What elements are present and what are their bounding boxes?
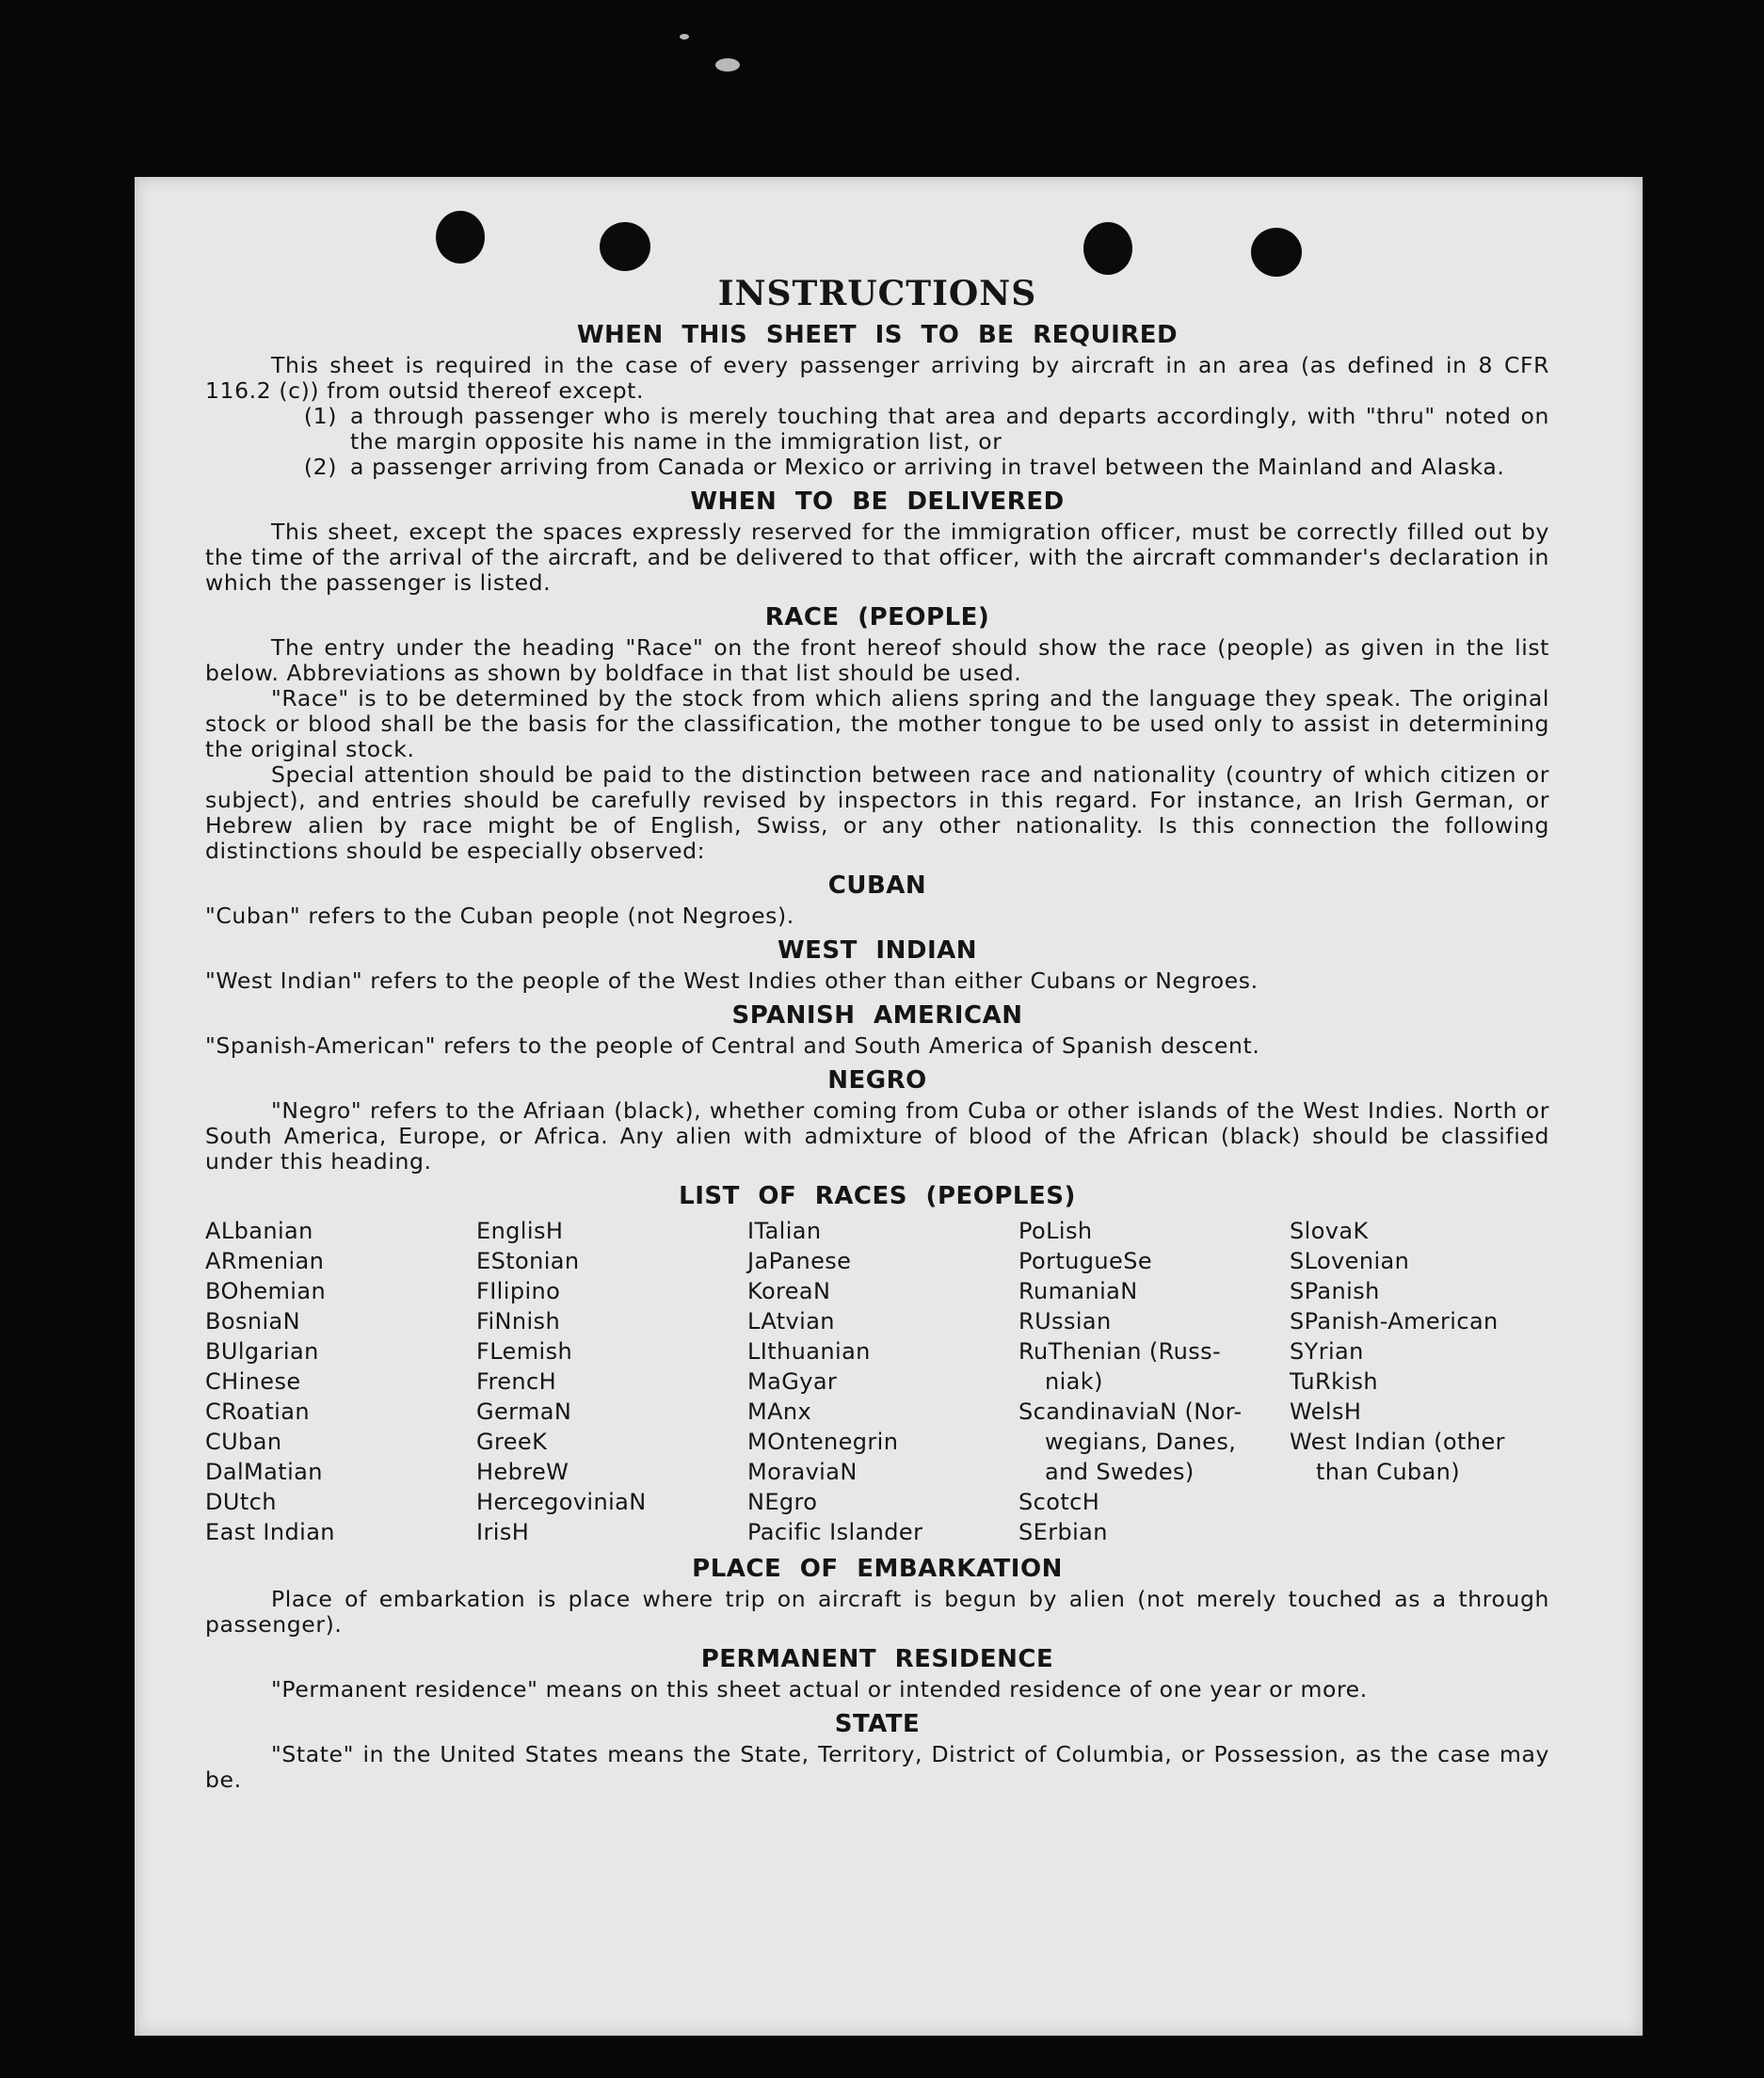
race-entry: CHinese bbox=[205, 1368, 301, 1395]
section-heading-spanish-american: SPANISH AMERICAN bbox=[731, 1001, 1023, 1030]
race-entry-continued: than Cuban) bbox=[1316, 1459, 1461, 1485]
race-entry: WelsH bbox=[1290, 1399, 1362, 1425]
section-heading-delivered: WHEN TO BE DELIVERED bbox=[690, 488, 1065, 516]
section-heading-state: STATE bbox=[834, 1710, 921, 1738]
race-entry: East Indian bbox=[205, 1519, 335, 1545]
race-entry: SLovenian bbox=[1290, 1248, 1410, 1274]
race-entry: ARmenian bbox=[205, 1248, 325, 1274]
section-heading-race: RACE (PEOPLE) bbox=[764, 603, 990, 631]
section-heading-races-list: LIST OF RACES (PEOPLES) bbox=[679, 1182, 1076, 1210]
instruction-sheet bbox=[135, 177, 1643, 2036]
races-column-5 bbox=[1290, 1216, 1544, 1547]
race-entry: HebreW bbox=[476, 1459, 569, 1485]
race-entry: ScotcH bbox=[1018, 1489, 1100, 1515]
race-entry: SlovaK bbox=[1290, 1218, 1369, 1244]
race-entry: KoreaN bbox=[747, 1278, 831, 1304]
race-entry: GermaN bbox=[476, 1399, 572, 1425]
section-heading-embarkation: PLACE OF EMBARKATION bbox=[692, 1555, 1063, 1583]
race-entry: GreeK bbox=[476, 1429, 548, 1455]
spanish-american-definition: "Spanish-American" refers to the people of Central and South America of Spanish descent. bbox=[205, 1032, 1260, 1059]
race-entry: RUssian bbox=[1018, 1308, 1112, 1335]
race-entry: Pacific Islander bbox=[747, 1519, 923, 1545]
race-entry: JaPanese bbox=[747, 1248, 852, 1274]
race-paragraph-2: "Race" is to be determined by the stock from which aliens spring and the language they speak. The original stock or blood shall be the basis for the classification, the mother tongue to be used only to assist in determining the original stock. bbox=[205, 685, 1549, 762]
race-entry: PortugueSe bbox=[1018, 1248, 1152, 1274]
race-entry: DalMatian bbox=[205, 1459, 323, 1485]
negro-definition: "Negro" refers to the Afriaan (black), whether coming from Cuba or other islands of the West Indies. North or South America, Europe, or Africa. Any alien with admixture of blood of the African (black) should be classified under this heading. bbox=[205, 1097, 1549, 1175]
race-entry: SYrian bbox=[1290, 1338, 1364, 1365]
sheet-content bbox=[205, 274, 1549, 1793]
film-speck bbox=[715, 58, 740, 72]
race-entry-continued: wegians, Danes, bbox=[1045, 1429, 1237, 1455]
race-entry: DUtch bbox=[205, 1489, 277, 1515]
race-entry: PoLish bbox=[1018, 1218, 1093, 1244]
embarkation-definition: Place of embarkation is place where trip on aircraft is begun by alien (not merely touched as a through passenger). bbox=[205, 1586, 1549, 1638]
race-entry: FrencH bbox=[476, 1368, 557, 1395]
exception-number: (1) bbox=[303, 403, 337, 429]
punch-hole bbox=[436, 211, 485, 264]
residence-definition: "Permanent residence" means on this sheet actual or intended residence of one year or more. bbox=[271, 1676, 1368, 1702]
delivered-paragraph: This sheet, except the spaces expressly reserved for the immigration officer, must be correctly filled out by the time of the arrival of the aircraft, and be delivered to that officer, with the aircraft commander's declaration in which the passenger is listed. bbox=[205, 519, 1549, 596]
section-heading-cuban: CUBAN bbox=[827, 871, 927, 900]
races-list bbox=[205, 1216, 1549, 1547]
race-entry: ScandinaviaN (Nor- bbox=[1018, 1399, 1243, 1425]
race-entry: RumaniaN bbox=[1018, 1278, 1138, 1304]
section-heading-negro: NEGRO bbox=[827, 1066, 927, 1095]
race-entry: SPanish bbox=[1290, 1278, 1380, 1304]
race-entry: RuThenian (Russ- bbox=[1018, 1338, 1222, 1365]
required-paragraph: This sheet is required in the case of every passenger arriving by aircraft in an area (as defined in 8 CFR 116.2 (c)) from outsid thereof except. bbox=[205, 352, 1549, 404]
races-column-4 bbox=[1018, 1216, 1290, 1547]
race-entry-continued: and Swedes) bbox=[1045, 1459, 1195, 1485]
race-entry: NEgro bbox=[747, 1489, 818, 1515]
race-entry: EStonian bbox=[476, 1248, 580, 1274]
punch-hole bbox=[1083, 222, 1132, 275]
race-paragraph-1: The entry under the heading "Race" on the front hereof should show the race (people) as given in the list below. Abbreviations as shown by boldface in that list should be used. bbox=[205, 634, 1549, 686]
exception-item bbox=[205, 404, 1549, 455]
race-entry: FLemish bbox=[476, 1338, 573, 1365]
race-entry: SPanish-American bbox=[1290, 1308, 1499, 1335]
race-entry: FiNnish bbox=[476, 1308, 561, 1335]
race-entry: MoraviaN bbox=[747, 1459, 858, 1485]
punch-hole bbox=[600, 222, 650, 271]
punch-hole bbox=[1251, 228, 1302, 277]
race-entry: TuRkish bbox=[1290, 1368, 1378, 1395]
exception-item bbox=[205, 455, 1549, 480]
race-entry: ALbanian bbox=[205, 1218, 313, 1244]
races-column-2 bbox=[476, 1216, 747, 1547]
race-entry: HercegoviniaN bbox=[476, 1489, 647, 1515]
exception-text: a passenger arriving from Canada or Mexico or arriving in travel between the Mainland and Alaska. bbox=[350, 454, 1505, 480]
race-entry: MAnx bbox=[747, 1399, 812, 1425]
race-entry: CRoatian bbox=[205, 1399, 310, 1425]
race-entry: LAtvian bbox=[747, 1308, 835, 1335]
race-entry: EnglisH bbox=[476, 1218, 564, 1244]
race-entry: CUban bbox=[205, 1429, 282, 1455]
race-entry: SErbian bbox=[1018, 1519, 1108, 1545]
cuban-definition: "Cuban" refers to the Cuban people (not Negroes). bbox=[205, 903, 794, 929]
race-entry: BOhemian bbox=[205, 1278, 327, 1304]
race-entry: FIlipino bbox=[476, 1278, 561, 1304]
race-entry: BosniaN bbox=[205, 1308, 300, 1335]
section-heading-required: WHEN THIS SHEET IS TO BE REQUIRED bbox=[576, 321, 1179, 349]
west-indian-definition: "West Indian" refers to the people of the West Indies other than either Cubans or Negroes. bbox=[205, 967, 1259, 994]
races-column-1 bbox=[205, 1216, 476, 1547]
section-heading-west-indian: WEST INDIAN bbox=[777, 936, 978, 965]
section-heading-residence: PERMANENT RESIDENCE bbox=[700, 1645, 1054, 1673]
page-title: INSTRUCTIONS bbox=[717, 274, 1037, 313]
race-entry: MOntenegrin bbox=[747, 1429, 899, 1455]
races-column-3 bbox=[747, 1216, 1018, 1547]
race-entry: MaGyar bbox=[747, 1368, 838, 1395]
race-entry-continued: niak) bbox=[1045, 1368, 1103, 1395]
exception-text: a through passenger who is merely touching that area and departs accordingly, with "thru" noted on the margin opposite his name in the immigration list, or bbox=[350, 403, 1549, 455]
film-speck bbox=[680, 34, 689, 40]
race-entry: IrisH bbox=[476, 1519, 530, 1545]
race-entry: LIthuanian bbox=[747, 1338, 871, 1365]
exception-number: (2) bbox=[303, 454, 337, 480]
state-definition: "State" in the United States means the State, Territory, District of Columbia, or Possession, as the case may be. bbox=[205, 1741, 1549, 1793]
race-entry: BUlgarian bbox=[205, 1338, 319, 1365]
race-paragraph-3: Special attention should be paid to the distinction between race and nationality (country of which citizen or subject), and entries should be carefully revised by inspectors in this regard. For instance, an Irish German, or Hebrew alien by race might be of English, Swiss, or any other nationality. Is this connection the following distinctions should be especially observed: bbox=[205, 761, 1549, 864]
race-entry: West Indian (other bbox=[1290, 1429, 1505, 1455]
race-entry: ITalian bbox=[747, 1218, 822, 1244]
